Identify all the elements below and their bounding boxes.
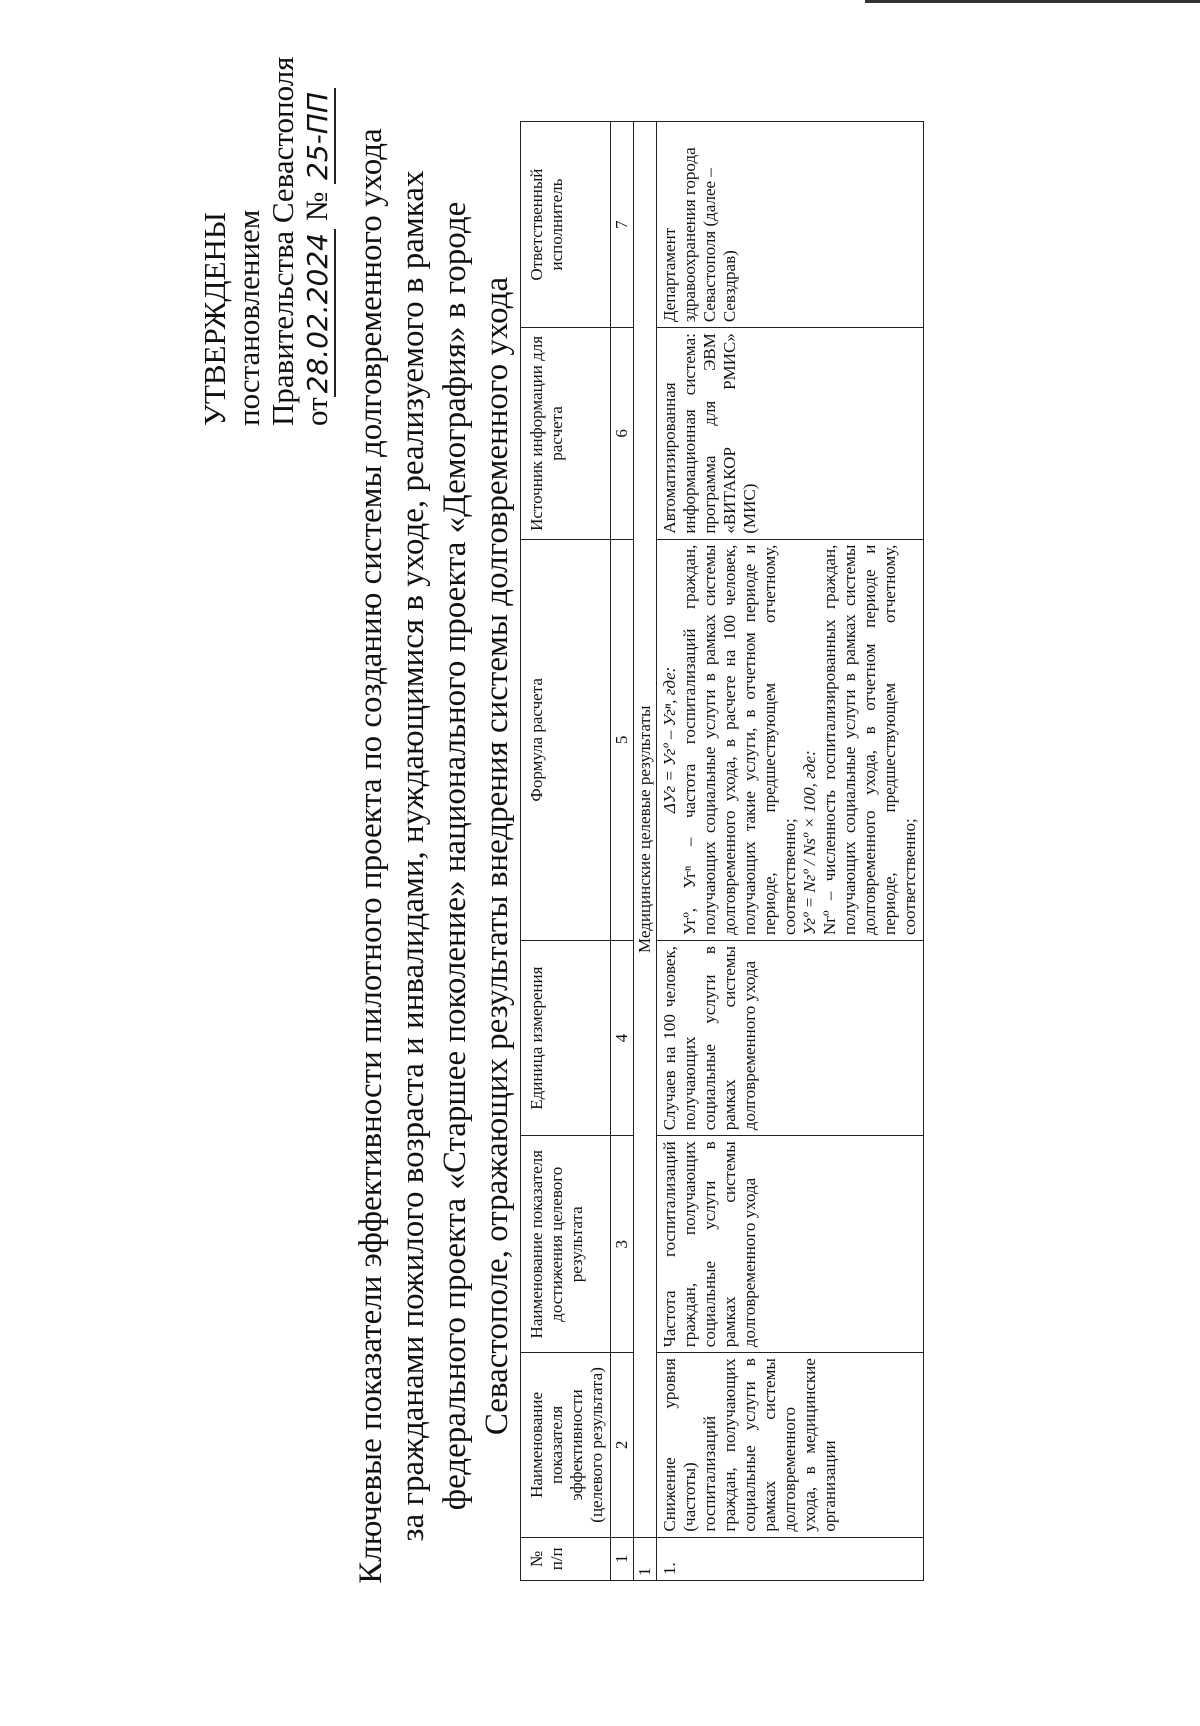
approval-date-number [300,57,335,426]
table-row [657,122,924,1581]
header-unit: Единица измерения [521,941,611,1136]
header-target: Наименование показателя достижения целевого результата [521,1136,611,1353]
header-source: Источник информации для расчета [521,328,611,540]
table-header-row [521,122,611,1581]
approval-decree-label: постановлением [231,209,266,426]
number-sign: № [299,191,334,222]
from-prefix: от [299,397,334,426]
col-num-1: 1 [611,1537,634,1580]
section-row [634,122,657,1581]
col-num-2: 2 [611,1353,634,1537]
column-number-row [611,122,634,1581]
source-cell: Автоматизированная информационная система: программа для ЭВМ «ВИТАКОР РМИС» (МИС) [657,328,924,540]
formula-main: ΔУг = Угº – Угⁿ, где: [660,666,679,814]
header-no: № п/п [521,1537,611,1580]
indicator-cell: Снижение уровня (частоты) госпитализаций граждан, получающих социальные услуги в рамках системы долговременного ухода, в медицинские организации [657,1353,924,1537]
responsible-cell: Департамент здравоохранения города Севастополя (далее – Севздрав) [657,122,924,328]
handwritten-date: 28.02.2024 [301,229,336,397]
target-cell: Частота госпитализаций граждан, получающих социальные услуги в рамках системы долговременного ухода [657,1136,924,1353]
approval-government: Правительства Севастополя [265,56,300,426]
unit-cell: Случаев на 100 человек, получающих социальные услуги в рамках системы долговременного ухода [657,941,924,1136]
col-num-4: 4 [611,941,634,1136]
approval-stamp-block [198,57,335,426]
formula-secondary: Угº = Nгº / Nsº × 100, где: [800,750,819,936]
section-title: Медицинские целевые результаты [634,122,657,1538]
handwritten-number: 25-ПП [301,88,336,184]
header-formula: Формула расчета [521,539,611,940]
document-title: Ключевые показатели эффективности пилотного проекта по созданию системы долговременного ухода за гражданами пожилого возраста и инвалидами, нуждающимися в уходе, реализуемого в рамках федерального проекта «Старшее поколение» национального проекта «Демография» в городе Севастополе, отражающих результаты внедрения системы долговременного ухода [353,128,515,1584]
kpi-table [520,121,924,1581]
formula-description-2: Nгº – численность госпитализированных граждан, получающих социальные услуги в рамках системы долговременного ухода, в отчетном периоде и периоде, предшествующем отчетному, соответственно; [820,544,919,936]
section-number: 1 [634,1537,657,1580]
approval-heading: УТВЕРЖДЕНЫ [197,212,232,426]
col-num-3: 3 [611,1136,634,1353]
formula-description-1: Угº, Угⁿ – частота госпитализаций граждан, получающих социальные услуги в рамках системы долговременного ухода, в расчете на 100 человек, получающих такие услуги, в отчетном периоде и периоде, предшествующем отчетному, соответственно; [680,544,799,936]
formula-cell [657,539,924,940]
col-num-6: 6 [611,328,634,540]
col-num-5: 5 [611,539,634,940]
col-num-7: 7 [611,122,634,328]
header-indicator: Наименование показателя эффективности (целевого результата) [521,1353,611,1537]
header-responsible: Ответственный исполнитель [521,122,611,328]
row-number: 1. [657,1537,924,1580]
